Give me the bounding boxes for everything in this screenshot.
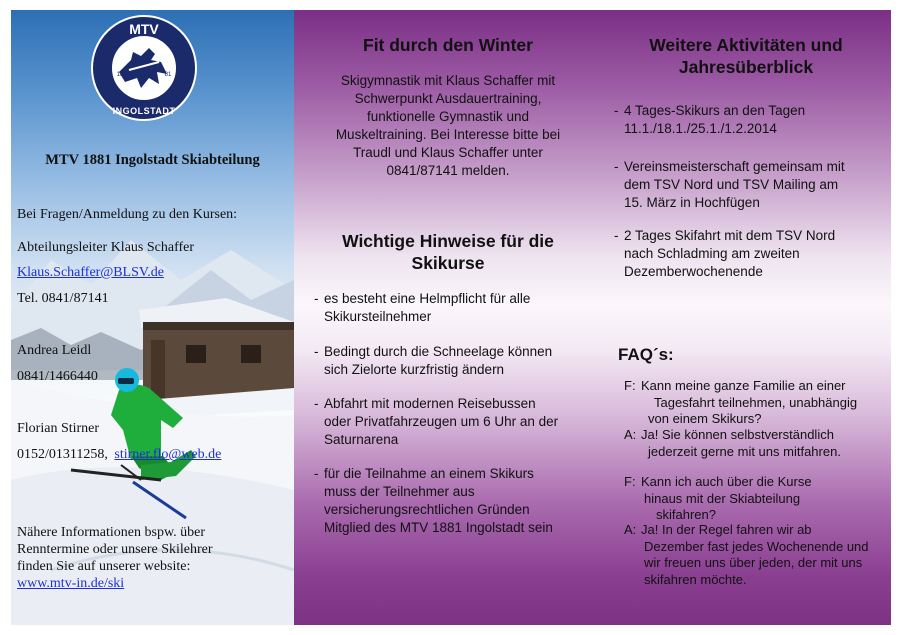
faq-line: wir freuen uns über jeden, der mit uns bbox=[644, 555, 863, 570]
dash-marker: - bbox=[314, 344, 319, 359]
note-line: Mitglied des MTV 1881 Ingolstadt sein bbox=[324, 520, 553, 535]
dash-marker: - bbox=[614, 159, 619, 174]
mtv-club-logo bbox=[89, 12, 199, 124]
winter-fitness-text bbox=[294, 72, 602, 180]
contact-intro: Bei Fragen/Anmeldung zu den Kursen: bbox=[17, 207, 238, 222]
dash-marker: - bbox=[614, 103, 619, 118]
course-notes-title-line: Skikurse bbox=[411, 253, 485, 273]
note-line: sich Zielorte kurzfristig ändern bbox=[324, 362, 505, 377]
info-line-1: Nähere Informationen bspw. über bbox=[17, 525, 206, 540]
dash-marker: - bbox=[614, 228, 619, 243]
winter-fitness-line: funktionelle Gymnastik und bbox=[366, 109, 530, 124]
activities-title bbox=[612, 34, 880, 78]
winter-fitness-line: 0841/87141 melden. bbox=[386, 163, 510, 178]
contact2-phone: 0841/1466440 bbox=[17, 369, 98, 384]
logo-year-left: 18 bbox=[116, 72, 124, 78]
logo-year-right: 81 bbox=[164, 72, 172, 78]
winter-fitness-line: Skigymnastik mit Klaus Schaffer mit bbox=[340, 73, 556, 88]
contact3-name: Florian Stirner bbox=[17, 421, 100, 436]
info-line-2: Renntermine oder unsere Skilehrer bbox=[17, 542, 213, 557]
activity-line: 15. März in Hochfügen bbox=[624, 195, 760, 210]
note-line: Saturnarena bbox=[324, 432, 399, 447]
activity-line: 4 Tages-Skikurs an den Tagen bbox=[624, 103, 806, 118]
faq-line: hinaus mit der Skiabteilung bbox=[644, 490, 801, 506]
faq-line: jederzeit gerne mit uns mitfahren. bbox=[648, 443, 841, 459]
answer-label: A: bbox=[624, 427, 637, 442]
faq-answer-2 bbox=[624, 522, 869, 588]
note-line: es besteht eine Helmpflicht für alle bbox=[324, 291, 531, 306]
faq-title: FAQ´s: bbox=[618, 345, 674, 364]
winter-fitness-line: Traudl und Klaus Schaffer unter bbox=[353, 145, 543, 160]
activity-item-trip bbox=[614, 227, 835, 281]
activity-line: dem TSV Nord und TSV Mailing am bbox=[624, 177, 839, 192]
winter-fitness-line: Muskeltraining. Bei Interesse bitte bei bbox=[335, 127, 561, 142]
note-line: Bedingt durch die Schneelage können bbox=[324, 344, 553, 359]
dash-marker: - bbox=[314, 291, 319, 306]
winter-fitness-line: Schwerpunkt Ausdauertraining, bbox=[354, 91, 542, 106]
website-link[interactable]: www.mtv-in.de/ski bbox=[17, 576, 125, 591]
winter-fitness-title: Fit durch den Winter bbox=[363, 35, 533, 55]
faq-line: Tagesfahrt teilnehmen, unabhängig bbox=[654, 394, 858, 410]
faq-line: Ja! Sie können selbstverständlich bbox=[641, 427, 834, 442]
activity-line: Vereinsmeisterschaft gemeinsam mit bbox=[624, 159, 845, 174]
club-name-heading: MTV 1881 Ingolstadt Skiabteilung bbox=[45, 152, 260, 168]
activity-line: 2 Tages Skifahrt mit dem TSV Nord bbox=[624, 228, 836, 243]
faq-line: Kann meine ganze Familie an einer bbox=[641, 378, 846, 393]
question-label: F: bbox=[624, 474, 636, 489]
note-line: Skikursteilnehmer bbox=[324, 309, 432, 324]
note-item-helmet bbox=[314, 290, 530, 326]
faq-line: skifahren? bbox=[656, 507, 716, 522]
activity-item-course bbox=[614, 102, 805, 138]
leader-email-link[interactable]: Klaus.Schaffer@BLSV.de bbox=[17, 265, 164, 280]
faq-question-1 bbox=[624, 378, 857, 428]
activity-line: Dezemberwochenende bbox=[624, 264, 763, 279]
contact3-phone-row bbox=[17, 447, 221, 463]
faq-line: Kann ich auch über die Kurse bbox=[641, 474, 812, 489]
dash-marker: - bbox=[314, 396, 319, 411]
faq-line: Ja! In der Regel fahren wir ab bbox=[641, 522, 812, 537]
faq-question-2 bbox=[624, 474, 812, 524]
activities-title-line: Weitere Aktivitäten und bbox=[649, 35, 843, 55]
faq-line: von einem Skikurs? bbox=[648, 411, 762, 426]
course-notes-title bbox=[294, 230, 602, 274]
logo-bottom-text: INGOLSTADT bbox=[112, 106, 176, 116]
note-line: oder Privatfahrzeugen um 6 Uhr an der bbox=[324, 414, 559, 429]
course-notes-title-line: Wichtige Hinweise für die bbox=[342, 231, 554, 251]
activity-line: 11.1./18.1./25.1./1.2.2014 bbox=[624, 121, 777, 136]
faq-answer-1 bbox=[624, 427, 841, 460]
note-item-membership bbox=[314, 465, 553, 537]
contact3-phone: 0152/01311258, bbox=[17, 447, 108, 462]
answer-label: A: bbox=[624, 522, 637, 537]
contact3-email-link[interactable]: stirner.flo@web.de bbox=[114, 447, 222, 462]
contact2-name: Andrea Leidl bbox=[17, 343, 92, 358]
activities-title-line: Jahresüberblick bbox=[678, 57, 814, 77]
leader-name: Abteilungsleiter Klaus Schaffer bbox=[17, 240, 195, 255]
logo-top-text: MTV bbox=[129, 21, 159, 37]
note-line: versicherungsrechtlichen Gründen bbox=[324, 502, 530, 517]
info-line-3: finden Sie auf unserer website: bbox=[17, 559, 191, 574]
faq-line: skifahren möchte. bbox=[644, 571, 747, 587]
note-item-departure bbox=[314, 395, 558, 449]
activity-item-championship bbox=[614, 158, 845, 212]
info-panel bbox=[294, 10, 891, 625]
note-item-snow bbox=[314, 343, 552, 379]
note-line: für die Teilnahme an einem Skikurs bbox=[324, 466, 534, 481]
activity-line: nach Schladming am zweiten bbox=[624, 246, 800, 261]
leader-phone: Tel. 0841/87141 bbox=[17, 291, 109, 306]
question-label: F: bbox=[624, 378, 636, 393]
note-line: muss der Teilnehmer aus bbox=[324, 484, 475, 499]
note-line: Abfahrt mit modernen Reisebussen bbox=[324, 396, 536, 411]
faq-line: Dezember fast jedes Wochenende und bbox=[644, 538, 869, 554]
left-photo-panel bbox=[11, 10, 294, 625]
dash-marker: - bbox=[314, 466, 319, 481]
